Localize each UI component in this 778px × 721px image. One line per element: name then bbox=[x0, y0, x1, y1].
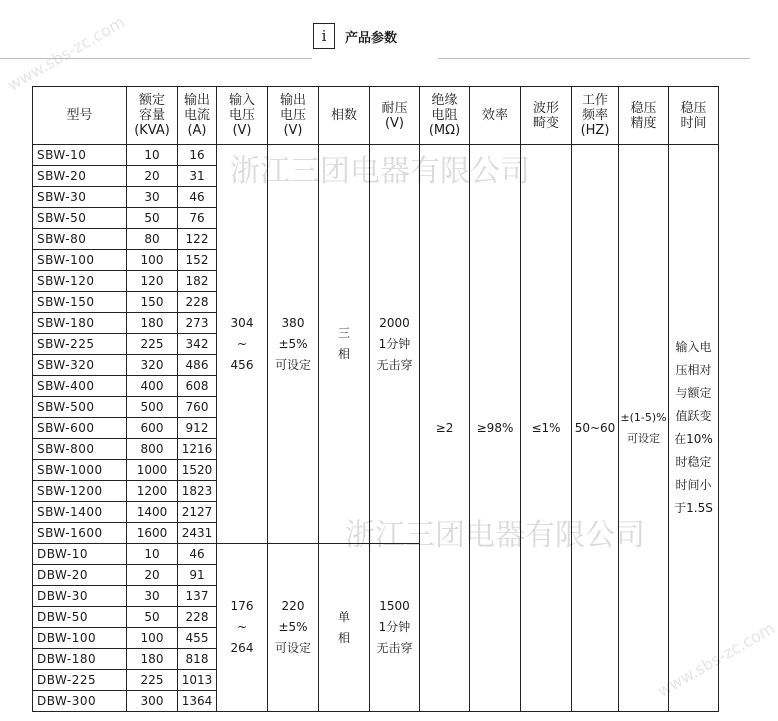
column-header-line: 波形 bbox=[532, 100, 559, 116]
model-cell: DBW-10 bbox=[33, 544, 127, 565]
model-cell: SBW-80 bbox=[33, 229, 127, 250]
column-header bbox=[268, 87, 319, 145]
capacity-cell: 150 bbox=[127, 292, 178, 313]
input-voltage-cell-line: 264 bbox=[230, 641, 254, 655]
watermark-text: 浙江三团电器有限公司 bbox=[230, 154, 530, 189]
column-header-line: (V) bbox=[384, 115, 405, 131]
input-voltage-cell-line: 304 bbox=[230, 315, 254, 330]
column-header bbox=[521, 87, 572, 145]
column-header-line: 输出 bbox=[183, 93, 210, 108]
current-cell: 1520 bbox=[178, 460, 217, 481]
capacity-cell: 500 bbox=[127, 397, 178, 418]
capacity-cell: 30 bbox=[127, 187, 178, 208]
output-voltage-cell-line: 220 bbox=[281, 599, 305, 613]
capacity-cell: 600 bbox=[127, 418, 178, 439]
current-cell: 273 bbox=[178, 313, 217, 334]
input-voltage-cell-line: 456 bbox=[230, 357, 254, 372]
column-header-line: 频率 bbox=[581, 108, 608, 123]
output-voltage-cell-line: 380 bbox=[281, 315, 305, 330]
capacity-cell: 180 bbox=[127, 313, 178, 334]
capacity-cell: 1400 bbox=[127, 502, 178, 523]
current-cell: 342 bbox=[178, 334, 217, 355]
column-header-line: 输入 bbox=[228, 93, 255, 108]
model-cell: SBW-20 bbox=[33, 166, 127, 187]
model-cell: DBW-50 bbox=[33, 607, 127, 628]
column-header-line: 耐压 bbox=[381, 100, 408, 116]
phase-cell-line: 单 bbox=[337, 609, 350, 624]
column-header-line: 电流 bbox=[183, 108, 210, 123]
column-header-line: 效率 bbox=[481, 108, 508, 123]
column-header bbox=[669, 87, 719, 145]
phase-cell bbox=[319, 544, 370, 712]
accuracy-cell bbox=[619, 145, 669, 712]
model-cell: DBW-300 bbox=[33, 691, 127, 712]
header-divider-right bbox=[438, 58, 750, 59]
current-cell: 122 bbox=[178, 229, 217, 250]
column-header-line: 额定 bbox=[138, 93, 165, 108]
output-voltage-cell-line: ±5% bbox=[278, 620, 308, 634]
model-cell: SBW-1600 bbox=[33, 523, 127, 544]
capacity-cell: 30 bbox=[127, 586, 178, 607]
column-header-line: 电压 bbox=[279, 108, 306, 123]
watermark-url: www.sbs-zc.com bbox=[4, 12, 128, 95]
column-header-line: 工作 bbox=[581, 93, 608, 108]
model-cell: DBW-100 bbox=[33, 628, 127, 649]
current-cell: 76 bbox=[178, 208, 217, 229]
stabilize-time-cell-line: 时稳定 bbox=[675, 455, 712, 469]
output-voltage-cell-line: 可设定 bbox=[274, 641, 311, 655]
column-header-line: 容量 bbox=[138, 108, 165, 123]
current-cell: 608 bbox=[178, 376, 217, 397]
column-header-line: (V) bbox=[232, 123, 252, 138]
current-cell: 2431 bbox=[178, 523, 217, 544]
capacity-cell: 320 bbox=[127, 355, 178, 376]
current-cell: 46 bbox=[178, 544, 217, 565]
current-cell: 137 bbox=[178, 586, 217, 607]
column-header-line: 稳压 bbox=[630, 100, 657, 116]
model-cell: SBW-225 bbox=[33, 334, 127, 355]
capacity-cell: 1000 bbox=[127, 460, 178, 481]
column-header bbox=[370, 87, 420, 145]
column-header bbox=[127, 87, 178, 145]
column-header-line: (V) bbox=[283, 123, 303, 138]
efficiency-cell: ≥98% bbox=[470, 145, 521, 712]
column-header-line: (A) bbox=[187, 123, 207, 138]
column-header-line: (HZ) bbox=[580, 123, 610, 138]
capacity-cell: 50 bbox=[127, 208, 178, 229]
withstand-voltage-cell-line: 2000 bbox=[379, 315, 410, 330]
distortion-cell: ≤1% bbox=[521, 145, 572, 712]
model-cell: SBW-600 bbox=[33, 418, 127, 439]
column-header-line: 输出 bbox=[279, 93, 306, 108]
input-voltage-cell-line: ~ bbox=[236, 620, 248, 634]
stabilize-time-cell-line: 于1.5S bbox=[674, 501, 713, 515]
watermark-url: www.sbs-zc.com bbox=[654, 618, 778, 701]
withstand-voltage-cell-line: 无击穿 bbox=[376, 641, 413, 655]
model-cell: DBW-225 bbox=[33, 670, 127, 691]
current-cell: 1823 bbox=[178, 481, 217, 502]
capacity-cell: 80 bbox=[127, 229, 178, 250]
current-cell: 455 bbox=[178, 628, 217, 649]
withstand-voltage-cell bbox=[370, 544, 420, 712]
capacity-cell: 20 bbox=[127, 166, 178, 187]
capacity-cell: 100 bbox=[127, 628, 178, 649]
model-cell: DBW-30 bbox=[33, 586, 127, 607]
model-cell: SBW-1200 bbox=[33, 481, 127, 502]
capacity-cell: 225 bbox=[127, 334, 178, 355]
column-header-line: 绝缘 bbox=[431, 93, 458, 108]
withstand-voltage-cell-line: 无击穿 bbox=[376, 357, 413, 372]
column-header-line: 畸变 bbox=[532, 115, 559, 131]
withstand-voltage-cell-line: 1500 bbox=[379, 599, 410, 613]
capacity-cell: 100 bbox=[127, 250, 178, 271]
model-cell: SBW-30 bbox=[33, 187, 127, 208]
capacity-cell: 10 bbox=[127, 544, 178, 565]
current-cell: 1364 bbox=[178, 691, 217, 712]
model-cell: SBW-120 bbox=[33, 271, 127, 292]
insulation-cell: ≥2 bbox=[420, 145, 470, 712]
current-cell: 1013 bbox=[178, 670, 217, 691]
frequency-cell: 50~60 bbox=[572, 145, 619, 712]
current-cell: 31 bbox=[178, 166, 217, 187]
stabilize-time-cell-line: 输入电 bbox=[675, 340, 712, 354]
stabilize-time-cell-line: 在10% bbox=[674, 432, 713, 446]
accuracy-cell-line: 可设定 bbox=[627, 432, 660, 445]
column-header-line: 电压 bbox=[228, 108, 255, 123]
stabilize-time-cell-line: 与额定 bbox=[675, 386, 712, 400]
column-header bbox=[217, 87, 268, 145]
stabilize-time-cell-line: 时间小 bbox=[675, 478, 712, 492]
withstand-voltage-cell bbox=[370, 145, 420, 544]
capacity-cell: 20 bbox=[127, 565, 178, 586]
model-cell: DBW-180 bbox=[33, 649, 127, 670]
column-header-line: 时间 bbox=[680, 115, 707, 131]
current-cell: 91 bbox=[178, 565, 217, 586]
column-header bbox=[33, 87, 127, 145]
capacity-cell: 300 bbox=[127, 691, 178, 712]
capacity-cell: 120 bbox=[127, 271, 178, 292]
phase-cell-line: 相 bbox=[337, 630, 350, 645]
current-cell: 760 bbox=[178, 397, 217, 418]
model-cell: SBW-180 bbox=[33, 313, 127, 334]
model-cell: SBW-100 bbox=[33, 250, 127, 271]
phase-cell bbox=[319, 145, 370, 544]
stabilize-time-cell bbox=[669, 145, 719, 712]
column-header bbox=[319, 87, 370, 145]
column-header-line: 相数 bbox=[330, 108, 357, 123]
column-header bbox=[470, 87, 521, 145]
phase-cell-line: 相 bbox=[337, 347, 350, 361]
current-cell: 818 bbox=[178, 649, 217, 670]
model-cell: SBW-50 bbox=[33, 208, 127, 229]
input-voltage-cell bbox=[217, 544, 268, 712]
output-voltage-cell-line: ±5% bbox=[278, 336, 308, 351]
capacity-cell: 180 bbox=[127, 649, 178, 670]
model-cell: SBW-800 bbox=[33, 439, 127, 460]
model-cell: SBW-1400 bbox=[33, 502, 127, 523]
output-voltage-cell bbox=[268, 145, 319, 544]
model-cell: SBW-320 bbox=[33, 355, 127, 376]
input-voltage-cell-line: 176 bbox=[230, 599, 254, 613]
product-spec-table bbox=[32, 86, 719, 712]
current-cell: 1216 bbox=[178, 439, 217, 460]
capacity-cell: 400 bbox=[127, 376, 178, 397]
model-cell: SBW-400 bbox=[33, 376, 127, 397]
column-header-line: (MΩ) bbox=[428, 123, 461, 138]
capacity-cell: 1200 bbox=[127, 481, 178, 502]
column-header-line: 型号 bbox=[66, 108, 93, 123]
withstand-voltage-cell-line: 1分钟 bbox=[378, 336, 411, 351]
accuracy-cell-line: ±(1-5)% bbox=[620, 411, 667, 424]
current-cell: 152 bbox=[178, 250, 217, 271]
capacity-cell: 225 bbox=[127, 670, 178, 691]
current-cell: 2127 bbox=[178, 502, 217, 523]
input-voltage-cell-line: ~ bbox=[236, 336, 248, 351]
table-row bbox=[33, 145, 719, 166]
current-cell: 228 bbox=[178, 292, 217, 313]
column-header-line: (KVA) bbox=[134, 123, 170, 138]
stabilize-time-cell-line: 值跃变 bbox=[675, 409, 712, 423]
header-divider-left bbox=[0, 58, 312, 59]
current-cell: 228 bbox=[178, 607, 217, 628]
current-cell: 46 bbox=[178, 187, 217, 208]
current-cell: 486 bbox=[178, 355, 217, 376]
current-cell: 182 bbox=[178, 271, 217, 292]
capacity-cell: 50 bbox=[127, 607, 178, 628]
stabilize-time-cell-line: 压相对 bbox=[675, 363, 712, 377]
table-header-row bbox=[33, 87, 719, 145]
column-header bbox=[572, 87, 619, 145]
withstand-voltage-cell-line: 1分钟 bbox=[378, 620, 411, 634]
column-header bbox=[420, 87, 470, 145]
section-header bbox=[0, 0, 750, 70]
current-cell: 16 bbox=[178, 145, 217, 166]
watermark-text: 浙江三团电器有限公司 bbox=[345, 518, 645, 553]
output-voltage-cell bbox=[268, 544, 319, 712]
capacity-cell: 800 bbox=[127, 439, 178, 460]
section-title: 产品参数 bbox=[345, 31, 398, 46]
model-cell: SBW-150 bbox=[33, 292, 127, 313]
phase-cell-line: 三 bbox=[337, 326, 350, 340]
table-body bbox=[33, 145, 719, 712]
column-header bbox=[178, 87, 217, 145]
capacity-cell: 10 bbox=[127, 145, 178, 166]
capacity-cell: 1600 bbox=[127, 523, 178, 544]
column-header-line: 稳压 bbox=[680, 100, 707, 116]
model-cell: DBW-20 bbox=[33, 565, 127, 586]
input-voltage-cell bbox=[217, 145, 268, 544]
model-cell: SBW-500 bbox=[33, 397, 127, 418]
info-icon: i bbox=[313, 23, 335, 49]
model-cell: SBW-1000 bbox=[33, 460, 127, 481]
model-cell: SBW-10 bbox=[33, 145, 127, 166]
column-header bbox=[619, 87, 669, 145]
output-voltage-cell-line: 可设定 bbox=[274, 357, 311, 372]
column-header-line: 精度 bbox=[630, 115, 657, 131]
column-header-line: 电阻 bbox=[431, 108, 458, 123]
current-cell: 912 bbox=[178, 418, 217, 439]
